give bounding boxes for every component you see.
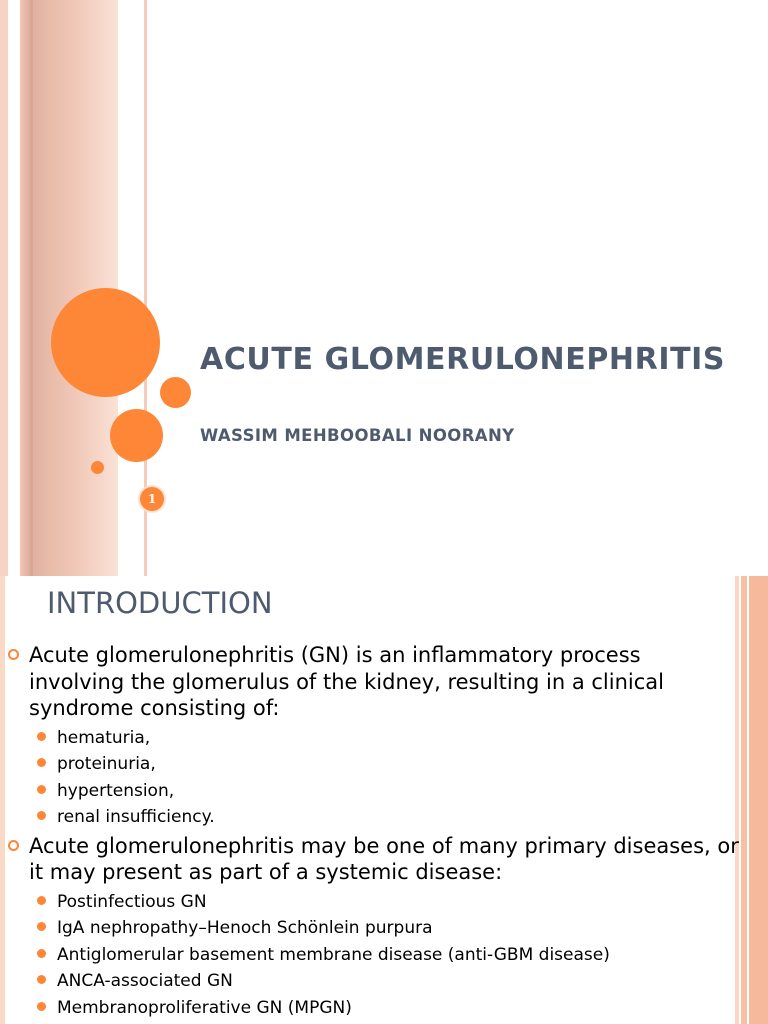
hollow-bullet-icon xyxy=(8,840,19,851)
orange-bullet-icon xyxy=(37,811,46,820)
sub-bullet-item xyxy=(0,915,740,942)
introduction-slide xyxy=(0,576,768,1024)
bullet-point xyxy=(0,642,740,722)
sub-bullet-text: renal insufficiency. xyxy=(57,807,215,827)
sub-bullet-item xyxy=(0,942,740,969)
orange-bullet-icon xyxy=(37,896,46,905)
bullet-text: Acute glomerulonephritis (GN) is an inflammatory process involving the glomerulus of the kidney, resulting in a clinical syndrome consisting of: xyxy=(29,643,664,720)
slide-number-badge: 1 xyxy=(140,487,164,511)
sub-bullet-item xyxy=(0,778,740,805)
small-orange-circle xyxy=(160,377,191,408)
orange-bullet-icon xyxy=(37,1002,46,1011)
sub-bullet-item xyxy=(0,889,740,916)
sub-bullet-text: proteinuria, xyxy=(57,754,156,774)
decorative-band-wide xyxy=(749,576,768,1024)
slide-heading: INTRODUCTION xyxy=(47,586,273,620)
orange-bullet-icon xyxy=(37,975,46,984)
decorative-band-middle xyxy=(741,576,747,1024)
sub-bullet-text: hematuria, xyxy=(57,727,151,748)
sub-bullet-item xyxy=(0,725,740,752)
slide-subtitle-author: WASSIM MEHBOOBALI NOORANY xyxy=(200,426,515,445)
tiny-orange-dot xyxy=(91,461,104,474)
sub-bullet-text: Antiglomerular basement membrane disease (anti-GBM disease) xyxy=(57,944,610,965)
orange-bullet-icon xyxy=(37,758,46,767)
sub-bullet-item xyxy=(0,751,740,778)
orange-bullet-icon xyxy=(37,922,46,931)
left-edge-stripe xyxy=(0,0,8,576)
bullet-text: Acute glomerulonephritis may be one of many primary diseases, or it may present as part of a systemic disease: xyxy=(29,833,739,884)
sub-bullet-text: Postinfectious GN xyxy=(57,891,207,912)
sub-bullet-text: Membranoproliferative GN (MPGN) xyxy=(57,997,352,1018)
sub-bullet-list xyxy=(0,725,740,831)
sub-bullet-item xyxy=(0,968,740,995)
medium-orange-circle xyxy=(110,409,163,462)
orange-bullet-icon xyxy=(37,949,46,958)
sub-bullet-item xyxy=(0,804,740,831)
orange-bullet-icon xyxy=(37,785,46,794)
orange-bullet-icon xyxy=(37,732,46,741)
bullet-content xyxy=(0,642,740,1023)
hollow-bullet-icon xyxy=(8,649,19,660)
sub-bullet-text: IgA nephropathy–Henoch Schönlein purpura xyxy=(57,918,433,938)
sub-bullet-item xyxy=(0,995,740,1022)
large-orange-circle xyxy=(51,288,160,397)
sub-bullet-text: hypertension, xyxy=(57,780,175,801)
decorative-vertical-line xyxy=(30,0,33,576)
sub-bullet-text: ANCA-associated GN xyxy=(57,971,233,991)
slide-title: ACUTE GLOMERULONEPHRITIS xyxy=(200,342,726,377)
sub-bullet-list xyxy=(0,889,740,1022)
bullet-point xyxy=(0,833,740,886)
